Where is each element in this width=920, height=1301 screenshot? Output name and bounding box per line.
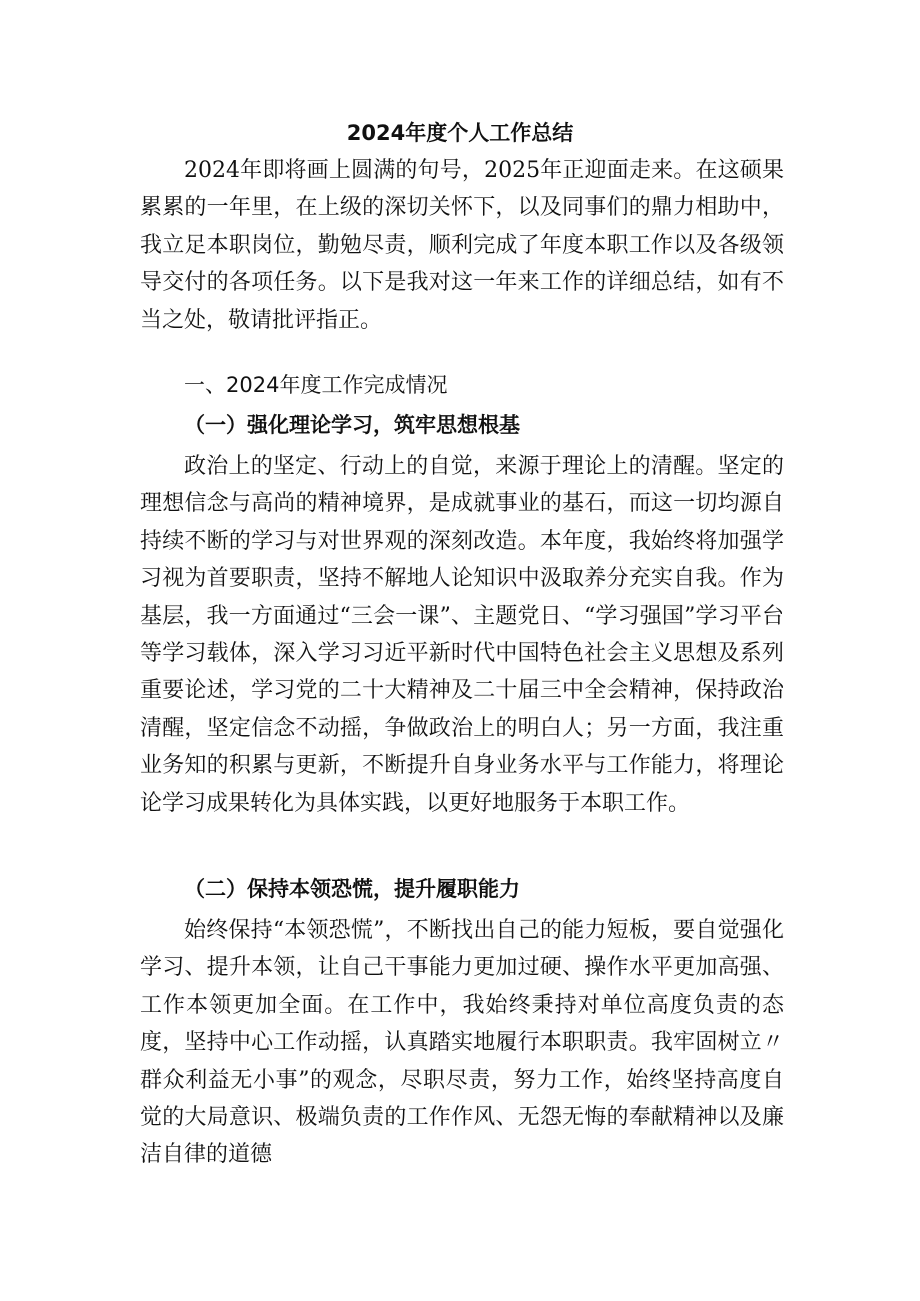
subsection-2-paragraph: 始终保持“本领恐慌”，不断找出自己的能力短板，要自觉强化学习、提升本领，让自己干事能力更加过硬、操作水平更加高强、工作本领更加全面。在工作中，我始终秉持对单位高度负责的态度，坚持中心工作动摇，认真踏实地履行本职职责。我牢固树立〃群众利益无小事”的观念，尽职尽责，努力工作，始终坚持高度自觉的大局意识、极端负责的工作作风、无怨无悔的奉献精神以及廉洁自律的道德 [140,918,784,1168]
section-heading-1: 一、2024年度工作完成情况 [184,373,448,397]
subsection-heading-1: （一）强化理论学习，筑牢思想根基 [184,413,520,437]
subsection-1-paragraph: 政治上的坚定、行动上的自觉，来源于理论上的清醒。坚定的理想信念与高尚的精神境界，是成就事业的基石，而这一切均源自持续不断的学习与对世界观的深刻改造。本年度，我始终将加强学习视为首要职责，坚持不解地人论知识中汲取养分充实自我。作为基层，我一方面通过“三会一课”、主题党日、“学习强国”学习平台等学习载体，深入学习习近平新时代中国特色社会主义思想及系列重要论述，学习党的二十大精神及二十届三中全会精神，保持政治清醒，坚定信念不动摇，争做政治上的明白人；另一方面，我注重业务知的积累与更新，不断提升自身业务水平与工作能力，将理论论学习成果转化为具体实践，以更好地服务于本职工作。 [140,454,784,816]
document-title: 2024年度个人工作总结 [346,121,574,145]
subsection-heading-2: （二）保持本领恐慌，提升履职能力 [184,877,520,901]
intro-paragraph: 2024年即将画上圆满的句号，2025年正迎面走来。在这硕果累累的一年里，在上级的深切关怀下，以及同事们的鼎力相助中，我立足本职岗位，勤勉尽责，顺利完成了年度本职工作以及各级领导交付的各项任务。以下是我对这一年来工作的详细总结，如有不当之处，敬请批评指正。 [140,158,784,333]
